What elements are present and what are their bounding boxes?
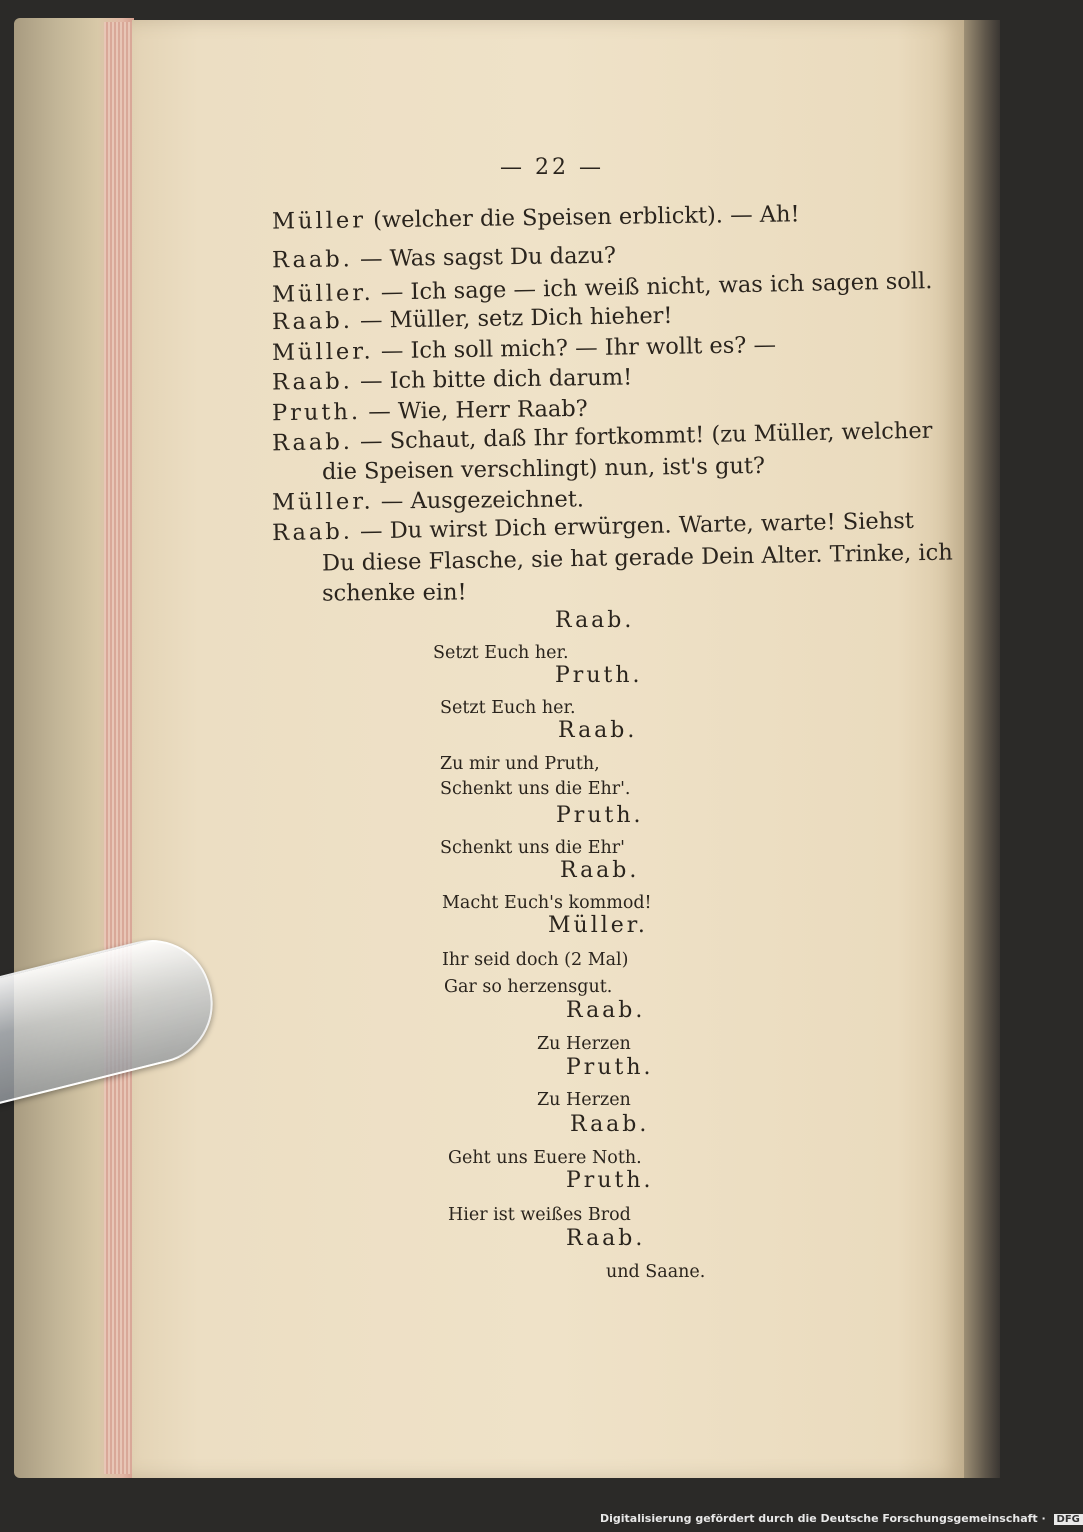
line-text: — Du wirst Dich erwürgen. Warte, warte! Siehst [352, 507, 915, 545]
speaker-name: Müller [271, 207, 367, 235]
digitization-footer: Digitalisierung gefördert durch die Deutsche Forschungsgemeinschaft · DFG [600, 1512, 1083, 1525]
line-text: schenke ein! [321, 579, 467, 607]
line-text: — Was sagst Du dazu? [352, 242, 617, 273]
song-line: Gar so herzensgut. [444, 977, 613, 997]
line-text: — Ausgezeichnet. [373, 486, 585, 515]
line-text: (welcher die Speisen erblickt). — Ah! [365, 201, 800, 234]
song-speaker: Pruth. [566, 1055, 654, 1080]
dialogue-line [272, 364, 633, 395]
song-line: Schenkt uns die Ehr' [440, 838, 625, 858]
song-line: Zu Herzen [537, 1090, 631, 1110]
line-text: Du diese Flasche, sie hat gerade Dein Alter. Trinke, ich [321, 539, 953, 577]
song-line: Hier ist weißes Brod [448, 1205, 631, 1225]
dialogue-line [322, 579, 467, 606]
dialogue-line [272, 396, 588, 426]
dialogue-line [322, 539, 953, 576]
speaker-name: Müller. [271, 338, 374, 366]
song-speaker: Pruth. [566, 1168, 654, 1193]
song-line: Setzt Euch her. [433, 643, 569, 663]
song-line: Setzt Euch her. [440, 698, 576, 718]
line-text: — Schaut, daß Ihr fortkommt! (zu Müller, welcher [352, 417, 933, 455]
dialogue-line [272, 201, 800, 234]
dfg-logo: DFG [1054, 1514, 1083, 1525]
line-text: — Müller, setz Dich hieher! [352, 302, 673, 334]
line-text: die Speisen verschlingt) nun, ist's gut? [321, 452, 766, 486]
song-speaker: Pruth. [555, 663, 643, 688]
song-line: Zu mir und Pruth, [440, 754, 600, 774]
line-text: — Ich soll mich? — Ihr wollt es? — [373, 332, 777, 365]
speaker-name: Müller. [271, 279, 375, 308]
dialogue-line [272, 303, 673, 335]
line-text: — Ich sage — ich weiß nicht, was ich sagen soll. [373, 268, 933, 306]
dialogue-line [322, 453, 765, 485]
song-line: Ihr seid doch (2 Mal) [442, 950, 629, 970]
speaker-name: Raab. [271, 307, 354, 336]
speaker-name: Raab. [271, 518, 354, 547]
dialogue-line [272, 268, 933, 308]
song-line: und Saane. [606, 1262, 706, 1282]
speaker-name: Müller. [271, 488, 374, 516]
song-speaker: Pruth. [556, 803, 644, 828]
song-line: Schenkt uns die Ehr'. [440, 779, 631, 799]
song-speaker: Raab. [566, 998, 646, 1023]
footer-text: Digitalisierung gefördert durch die Deutsche Forschungsgemeinschaft [600, 1512, 1038, 1525]
dialogue-line [272, 486, 584, 515]
song-speaker: Raab. [560, 858, 640, 883]
line-text: — Wie, Herr Raab? [360, 395, 588, 425]
song-speaker: Müller. [548, 913, 648, 938]
song-line: Macht Euch's kommod! [442, 893, 652, 913]
song-speaker: Raab. [558, 718, 638, 743]
speaker-name: Raab. [271, 368, 354, 396]
page-number: — 22 — [500, 155, 604, 180]
song-line: Zu Herzen [537, 1034, 631, 1054]
song-speaker: Raab. [570, 1112, 650, 1137]
line-text: — Ich bitte dich darum! [352, 364, 633, 395]
song-line: Geht uns Euere Noth. [448, 1148, 642, 1168]
speaker-name: Raab. [271, 246, 354, 274]
song-speaker: Raab. [566, 1226, 646, 1251]
dialogue-line [272, 332, 776, 366]
dialogue-line [272, 243, 616, 274]
speaker-name: Raab. [271, 428, 354, 457]
song-speaker: Raab. [555, 608, 635, 633]
speaker-name: Pruth. [271, 398, 362, 427]
